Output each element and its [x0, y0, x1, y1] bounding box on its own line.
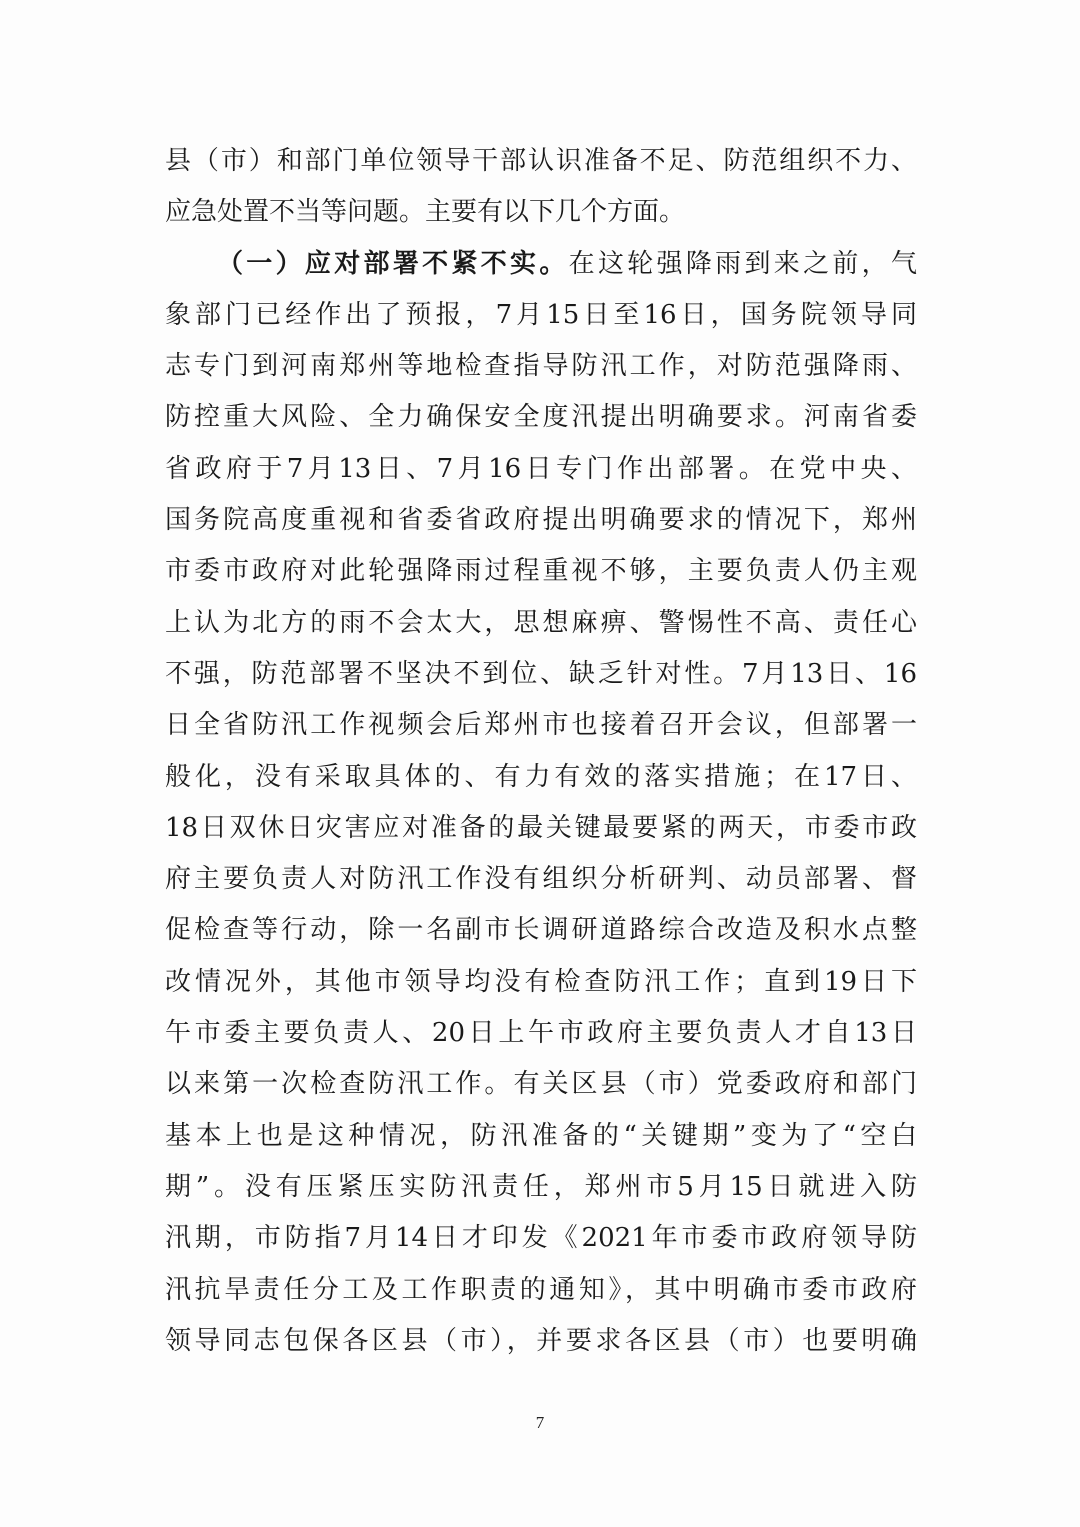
text-line: 不强，防范部署不坚决不到位、缺乏针对性。7月13日、16	[165, 658, 917, 689]
text-line: 午市委主要负责人、20日上午市政府主要负责人才自13日	[165, 1018, 917, 1049]
text-line: 促检查等行动，除一名副市长调研道路综合改造及积水点整	[165, 915, 917, 946]
text-line: 日全省防汛工作视频会后郑州市也接着召开会议，但部署一	[165, 710, 917, 741]
text-line: 应急处置不当等问题。主要有以下几个方面。	[165, 197, 686, 228]
text-line: 府主要负责人对防汛工作没有组织分析研判、动员部署、督	[165, 864, 917, 895]
text-line: 上认为北方的雨不会太大，思想麻痹、警惕性不高、责任心	[165, 607, 917, 638]
text-line: 汛期，市防指7月14日才印发《2021年市委市政府领导防	[165, 1223, 917, 1254]
text-line: 国务院高度重视和省委省政府提出明确要求的情况下，郑州	[165, 505, 917, 536]
text-line: 般化，没有采取具体的、有力有效的落实措施；在17日、	[165, 761, 917, 792]
text-line: 防控重大风险、全力确保安全度汛提出明确要求。河南省委	[165, 402, 917, 433]
text-line: 省政府于7月13日、7月16日专门作出部署。在党中央、	[165, 453, 917, 484]
heading-continuation: 在这轮强降雨到来之前，气	[568, 248, 917, 279]
page-number: 7	[535, 1413, 545, 1432]
text-line: 期”。没有压紧压实防汛责任，郑州市5月15日就进入防	[165, 1171, 917, 1202]
text-line: 市委市政府对此轮强降雨过程重视不够，主要负责人仍主观	[165, 556, 917, 587]
section-heading-line	[165, 239, 917, 290]
text-line: 18日双休日灾害应对准备的最关键最要紧的两天，市委市政	[165, 812, 917, 843]
text-line: 改情况外，其他市领导均没有检查防汛工作；直到19日下	[165, 966, 917, 997]
text-line: 以来第一次检查防汛工作。有关区县（市）党委政府和部门	[165, 1069, 917, 1100]
text-line: 基本上也是这种情况，防汛准备的“关键期”变为了“空白	[165, 1120, 917, 1151]
text-line: 汛抗旱责任分工及工作职责的通知》，其中明确市委市政府	[165, 1274, 917, 1305]
text-line: 象部门已经作出了预报，7月15日至16日，国务院领导同	[165, 299, 917, 330]
body-text	[165, 136, 917, 1367]
section-heading: （一）应对部署不紧不实。	[217, 248, 569, 279]
text-line: 县（市）和部门单位领导干部认识准备不足、防范组织不力、	[165, 146, 917, 176]
text-line: 志专门到河南郑州等地检查指导防汛工作，对防范强降雨、	[165, 351, 917, 382]
text-line: 领导同志包保各区县（市），并要求各区县（市）也要明确	[165, 1325, 917, 1356]
